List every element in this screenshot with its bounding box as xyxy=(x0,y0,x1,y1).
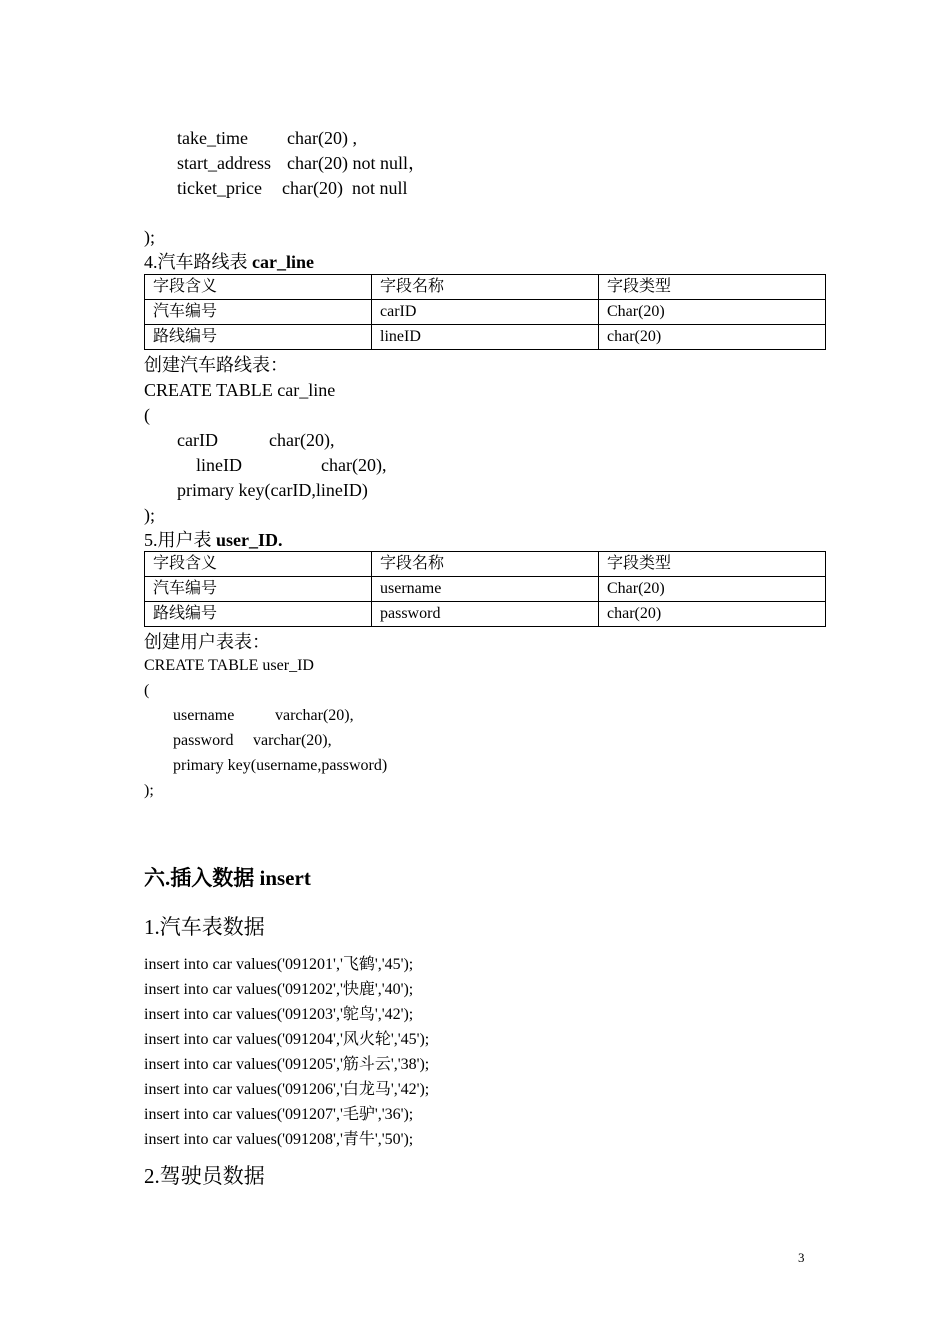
car-line-field-table xyxy=(144,274,826,350)
insert-line: insert into car values('091204','风火轮','45'); xyxy=(144,1031,430,1048)
table-cell: lineID xyxy=(372,325,599,350)
table-cell: username xyxy=(372,577,599,602)
create-intro: 创建汽车路线表： xyxy=(144,355,288,375)
table-row xyxy=(145,602,826,627)
table-cell: 字段名称 xyxy=(372,552,599,577)
code-line: ); xyxy=(144,782,154,799)
code-line: ( xyxy=(144,682,150,699)
insert-line: insert into car values('091207','毛驴','36'); xyxy=(144,1106,414,1123)
table-cell: 字段名称 xyxy=(372,275,599,300)
table-row xyxy=(145,300,826,325)
code-line: ); xyxy=(144,227,155,247)
table-cell: 字段类型 xyxy=(599,275,826,300)
table-header-row xyxy=(145,552,826,577)
insert-line: insert into car values('091205','筋斗云','38'); xyxy=(144,1056,430,1073)
table-row xyxy=(145,577,826,602)
code-line: ( xyxy=(144,405,150,425)
code-line: password varchar(20), xyxy=(173,732,332,749)
table-cell: 路线编号 xyxy=(145,602,372,627)
table-cell: carID xyxy=(372,300,599,325)
page-number: 3 xyxy=(798,1250,805,1265)
create-intro: 创建用户表表： xyxy=(144,632,270,652)
table-header-row xyxy=(145,275,826,300)
code-line: ticket_price char(20) not null xyxy=(177,178,408,198)
table-cell: 字段类型 xyxy=(599,552,826,577)
subheading-car-data: 1.汽车表数据 xyxy=(144,915,265,939)
table-cell: 字段含义 xyxy=(145,552,372,577)
table-cell: Char(20) xyxy=(599,577,826,602)
table-cell: 汽车编号 xyxy=(145,577,372,602)
table-cell: char(20) xyxy=(599,325,826,350)
section-heading-car-line: 4.汽车路线表 car_line xyxy=(144,252,314,272)
table-cell: 字段含义 xyxy=(145,275,372,300)
insert-line: insert into car values('091203','鸵鸟','42'); xyxy=(144,1006,414,1023)
code-line: CREATE TABLE user_ID xyxy=(144,657,314,674)
code-line: primary key(username,password) xyxy=(173,757,388,774)
insert-line: insert into car values('091206','白龙马','42'); xyxy=(144,1081,430,1098)
table-cell: 路线编号 xyxy=(145,325,372,350)
code-line: take_time char(20) , xyxy=(177,128,357,148)
insert-line: insert into car values('091202','快鹿','40'); xyxy=(144,981,414,998)
code-line: lineID char(20), xyxy=(196,455,387,475)
table-cell: 汽车编号 xyxy=(145,300,372,325)
table-cell: Char(20) xyxy=(599,300,826,325)
subheading-driver-data: 2.驾驶员数据 xyxy=(144,1164,265,1188)
code-line: start_address char(20) not null， xyxy=(177,153,426,173)
insert-line: insert into car values('091208','青牛','50'); xyxy=(144,1131,414,1148)
code-line: ); xyxy=(144,505,155,525)
code-line: CREATE TABLE car_line xyxy=(144,380,336,400)
section-heading-user-id: 5.用户表 user_ID. xyxy=(144,530,283,550)
insert-line: insert into car values('091201','飞鹤','45'); xyxy=(144,956,414,973)
code-line: primary key(carID,lineID) xyxy=(177,480,368,500)
table-cell: char(20) xyxy=(599,602,826,627)
code-line: carID char(20), xyxy=(177,430,335,450)
table-cell: password xyxy=(372,602,599,627)
code-line: username varchar(20), xyxy=(173,707,354,724)
user-id-field-table xyxy=(144,551,826,627)
section-heading-insert: 六.插入数据 insert xyxy=(144,866,311,890)
table-row xyxy=(145,325,826,350)
